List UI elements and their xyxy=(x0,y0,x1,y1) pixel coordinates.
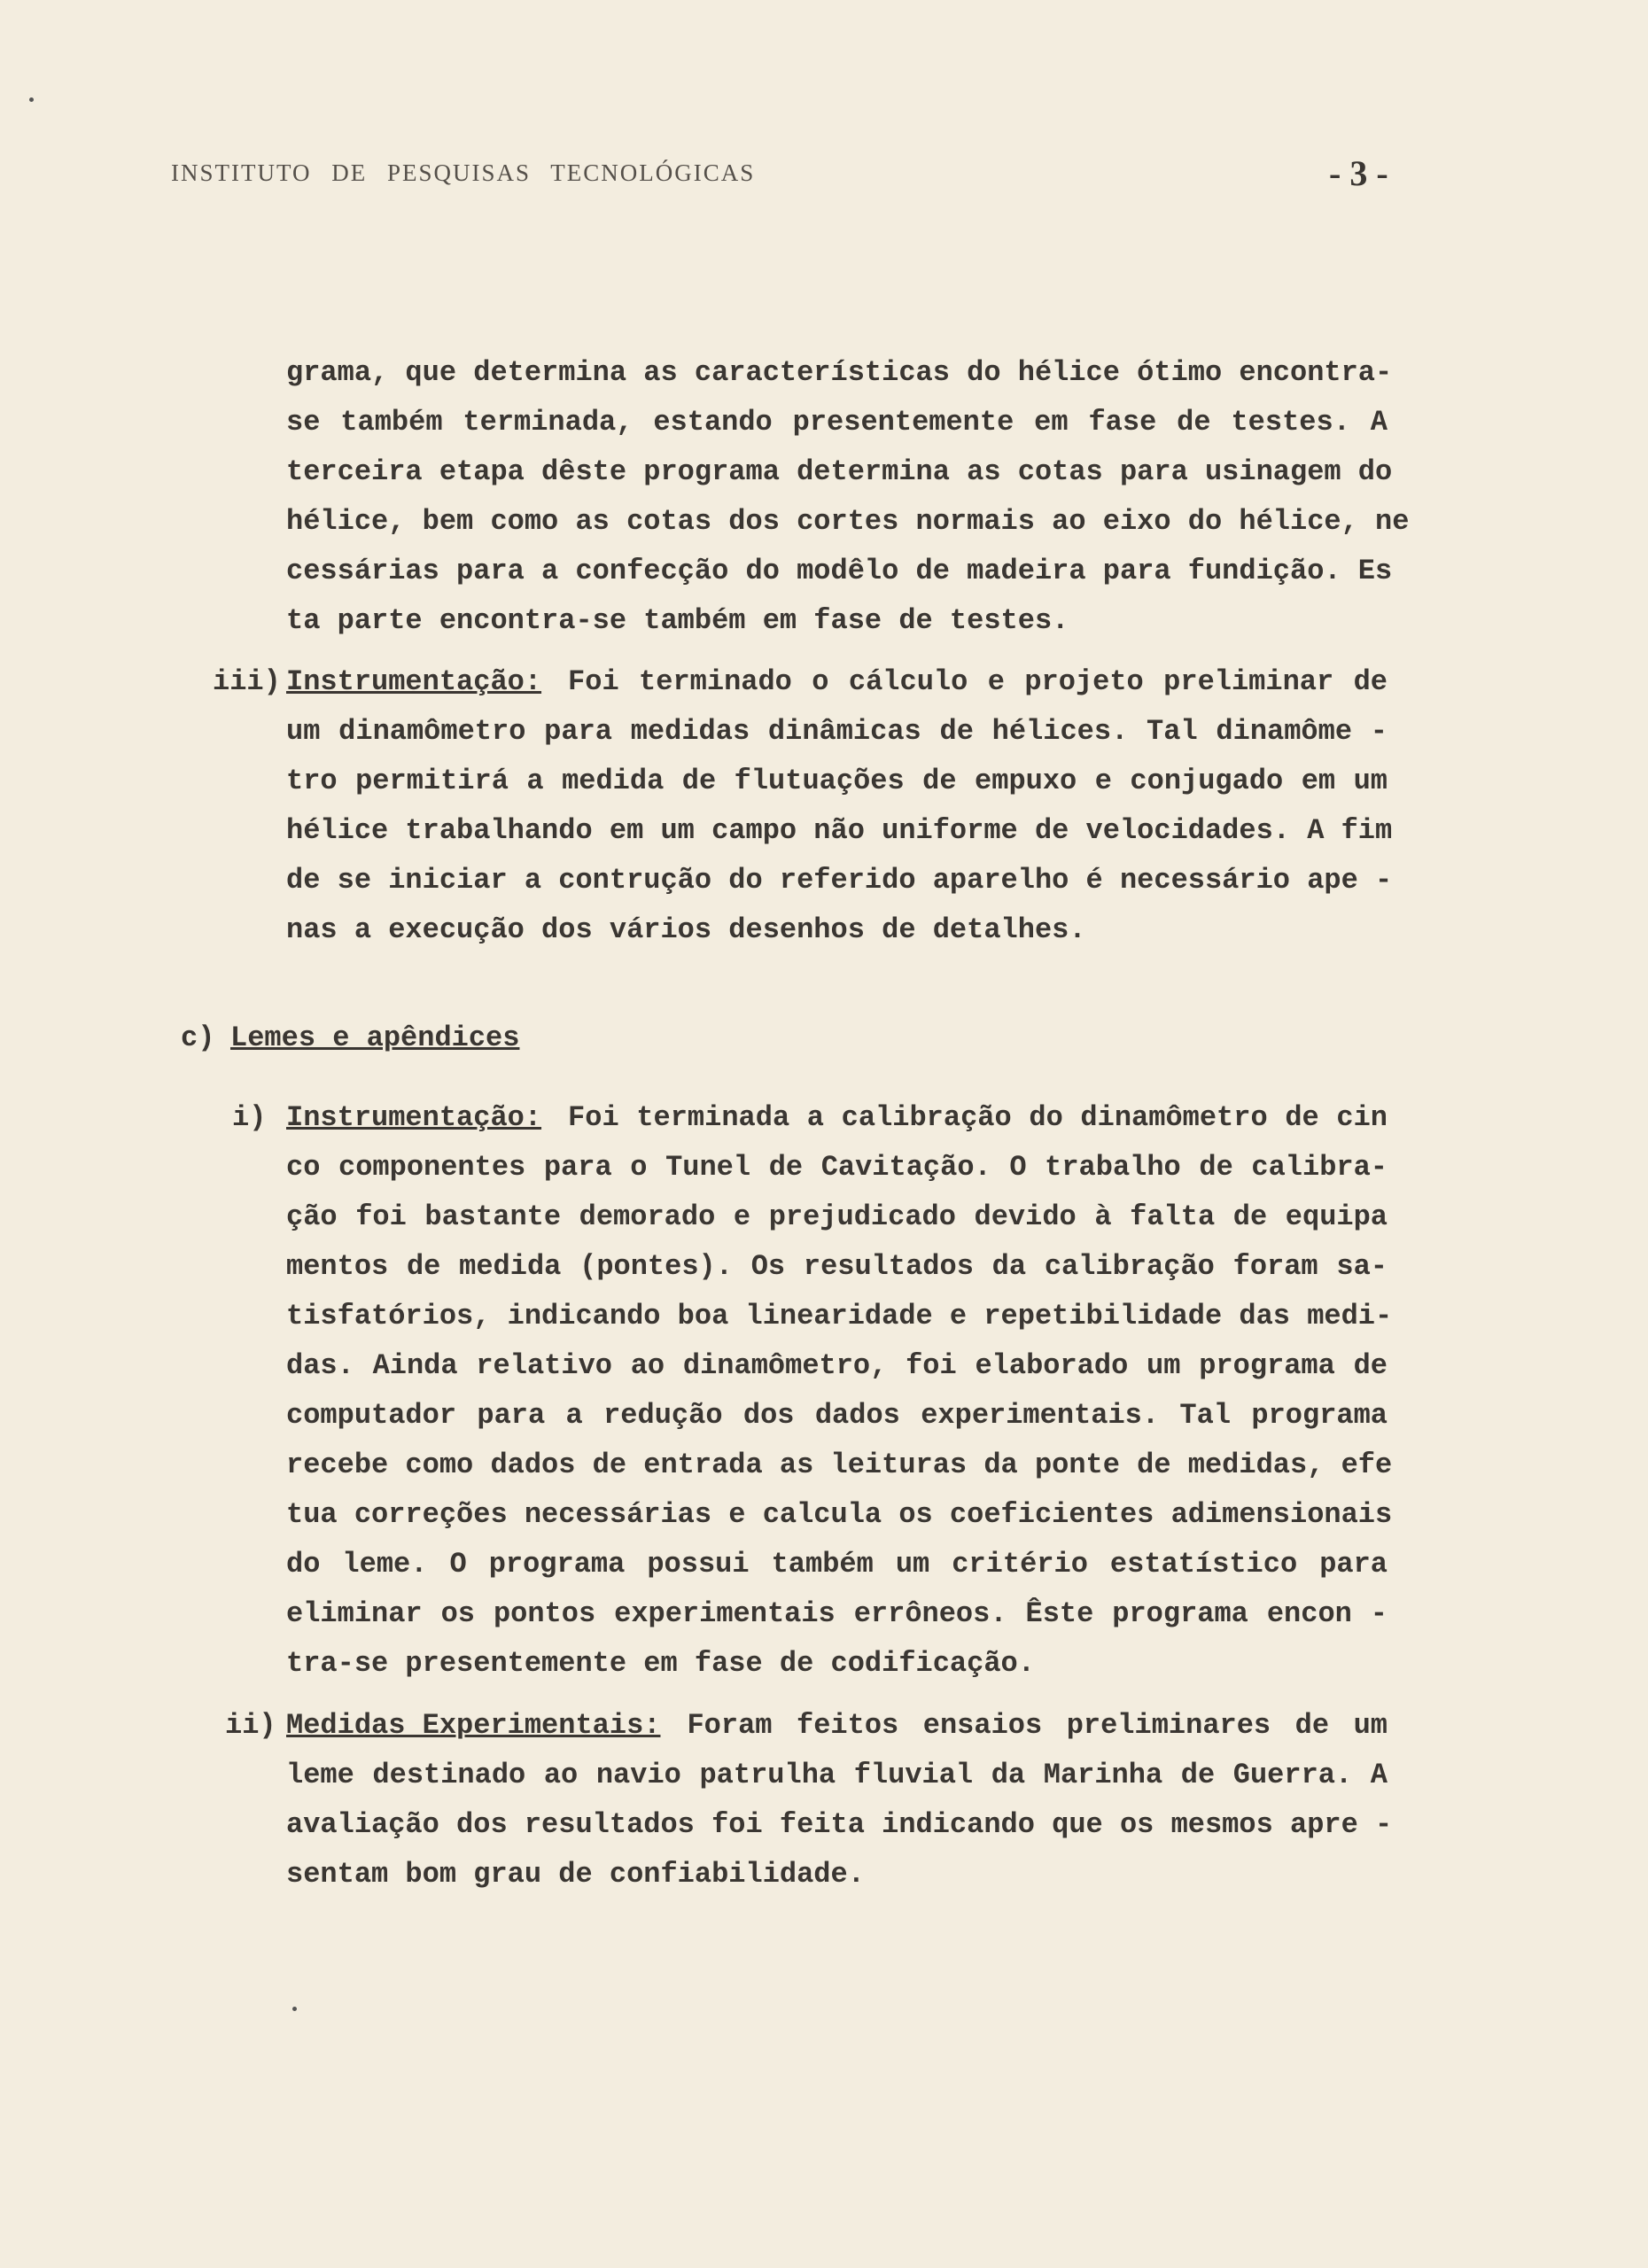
text-line: recebe como dados de entrada as leituras da ponte de medidas, efe xyxy=(286,1449,1393,1481)
item-heading: Medidas Experimentais: xyxy=(286,1709,661,1742)
text-line: do leme. O programa possui também um critério estatístico para xyxy=(286,1548,1388,1581)
item-heading: Instrumentação: xyxy=(286,665,542,698)
section-marker: c) xyxy=(181,1021,215,1054)
text-line: terceira etapa dêste programa determina as cotas para usinagem do xyxy=(286,455,1393,488)
text-line: tisfatórios, indicando boa linearidade e repetibilidade das medi- xyxy=(286,1300,1393,1332)
text-line: grama, que determina as características do hélice ótimo encontra- xyxy=(286,356,1393,389)
text-line: nas a execução dos vários desenhos de detalhes. xyxy=(286,913,1086,946)
text-line: das. Ainda relativo ao dinamômetro, foi elaborado um programa de xyxy=(286,1349,1388,1382)
text-line: Foi terminada a calibração do dinamômetro de cin xyxy=(568,1101,1388,1134)
text-line: Foi terminado o cálculo e projeto preliminar de xyxy=(568,665,1388,698)
text-line: mentos de medida (pontes). Os resultados da calibração foram sa- xyxy=(286,1250,1388,1283)
text-line: tra-se presentemente em fase de codificação. xyxy=(286,1647,1035,1680)
item-c-ii-paragraph xyxy=(286,1701,1393,1899)
text-line: tro permitirá a medida de flutuações de empuxo e conjugado em um xyxy=(286,765,1388,797)
text-line: hélice trabalhando em um campo não uniforme de velocidades. A fim xyxy=(286,814,1393,847)
text-line: de se iniciar a contrução do referido aparelho é necessário ape - xyxy=(286,864,1393,897)
text-line: tua correções necessárias e calcula os coeficientes adimensionais xyxy=(286,1498,1393,1531)
paper-speck xyxy=(292,2007,297,2011)
item-heading: Instrumentação: xyxy=(286,1101,542,1134)
text-line: computador para a redução dos dados experimentais. Tal programa xyxy=(286,1399,1388,1432)
item-iii-paragraph xyxy=(286,657,1393,955)
text-line: eliminar os pontos experimentais errôneos. Êste programa encon - xyxy=(286,1597,1388,1630)
section-heading: Lemes e apêndices xyxy=(230,1021,520,1054)
text-line: avaliação dos resultados foi feita indicando que os mesmos apre - xyxy=(286,1808,1393,1841)
text-line: co componentes para o Tunel de Cavitação. O trabalho de calibra- xyxy=(286,1151,1388,1184)
text-line: se também terminada, estando presentemente em fase de testes. A xyxy=(286,406,1388,439)
intro-paragraph xyxy=(286,348,1410,646)
item-marker: ii) xyxy=(225,1709,276,1742)
institution-header: INSTITUTO DE PESQUISAS TECNOLÓGICAS xyxy=(171,159,756,186)
paper-speck xyxy=(29,97,34,102)
text-line: Foram feitos ensaios preliminares de um xyxy=(687,1709,1388,1742)
page-number: - 3 - xyxy=(1329,153,1388,193)
item-c-i-paragraph xyxy=(286,1093,1393,1689)
text-line: hélice, bem como as cotas dos cortes normais ao eixo do hélice, ne xyxy=(286,505,1410,538)
item-marker: i) xyxy=(232,1101,267,1134)
text-line: ção foi bastante demorado e prejudicado devido à falta de equipa xyxy=(286,1200,1388,1233)
text-line: um dinamômetro para medidas dinâmicas de hélices. Tal dinamôme - xyxy=(286,715,1388,748)
text-line: cessárias para a confecção do modêlo de madeira para fundição. Es xyxy=(286,555,1393,587)
text-line: sentam bom grau de confiabilidade. xyxy=(286,1858,865,1891)
text-line: leme destinado ao navio patrulha fluvial da Marinha de Guerra. A xyxy=(286,1759,1388,1791)
item-marker: iii) xyxy=(213,665,281,698)
text-line: ta parte encontra-se também em fase de testes. xyxy=(286,604,1069,637)
